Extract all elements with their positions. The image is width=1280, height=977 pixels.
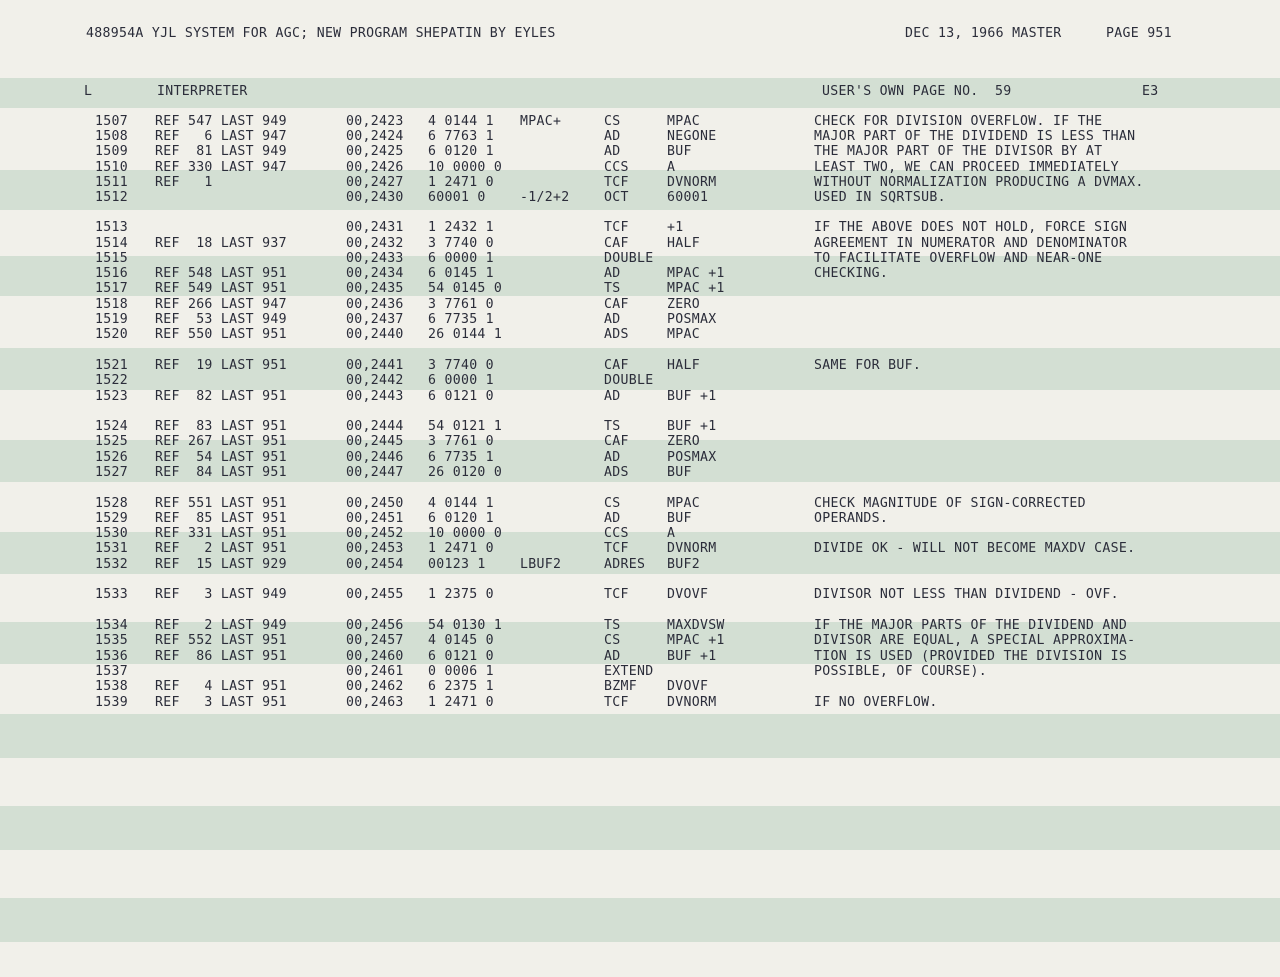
- cross-reference: REF 2 LAST 951: [155, 541, 287, 556]
- line-number: 1538: [95, 679, 128, 694]
- line-number: 1528: [95, 496, 128, 511]
- opcode: CCS: [604, 526, 629, 541]
- address: 00,2460: [346, 649, 404, 664]
- cross-reference: REF 81 LAST 949: [155, 144, 287, 159]
- opcode: ADS: [604, 465, 629, 480]
- operand: POSMAX: [667, 450, 717, 465]
- greenbar-band: [0, 714, 1280, 758]
- address: 00,2437: [346, 312, 404, 327]
- opcode: BZMF: [604, 679, 637, 694]
- operand: MPAC +1: [667, 633, 725, 648]
- listing-row: [0, 297, 1280, 312]
- opcode: CS: [604, 633, 621, 648]
- operand: +1: [667, 220, 684, 235]
- machine-code: 1 2471 0: [428, 175, 494, 190]
- address: 00,2451: [346, 511, 404, 526]
- cross-reference: REF 331 LAST 951: [155, 526, 287, 541]
- comment: SAME FOR BUF.: [814, 358, 922, 373]
- address: 00,2435: [346, 281, 404, 296]
- comment: CHECKING.: [814, 266, 889, 281]
- line-number: 1507: [95, 114, 128, 129]
- cross-reference: REF 4 LAST 951: [155, 679, 287, 694]
- listing-row: [0, 664, 1280, 679]
- listing-row: [0, 587, 1280, 602]
- comment: IF THE MAJOR PARTS OF THE DIVIDEND AND: [814, 618, 1128, 633]
- listing-row: [0, 618, 1280, 633]
- machine-code: 3 7740 0: [428, 358, 494, 373]
- address: 00,2446: [346, 450, 404, 465]
- machine-code: 1 2471 0: [428, 695, 494, 710]
- user-page-number: USER'S OWN PAGE NO. 59: [822, 84, 1012, 99]
- operand: ZERO: [667, 434, 700, 449]
- listing-date: DEC 13, 1966 MASTER: [905, 26, 1062, 41]
- listing-row: [0, 114, 1280, 129]
- cross-reference: REF 53 LAST 949: [155, 312, 287, 327]
- machine-code: 6 0121 0: [428, 389, 494, 404]
- comment: CHECK FOR DIVISION OVERFLOW. IF THE: [814, 114, 1103, 129]
- comment: CHECK MAGNITUDE OF SIGN-CORRECTED: [814, 496, 1086, 511]
- listing-row: [0, 358, 1280, 373]
- address: 00,2443: [346, 389, 404, 404]
- cross-reference: REF 2 LAST 949: [155, 618, 287, 633]
- listing-row: [0, 144, 1280, 159]
- machine-code: 10 0000 0: [428, 160, 503, 175]
- operand: DVNORM: [667, 175, 717, 190]
- machine-code: 6 0145 1: [428, 266, 494, 281]
- listing-row: [0, 175, 1280, 190]
- listing-row: [0, 281, 1280, 296]
- line-number: 1523: [95, 389, 128, 404]
- comment: DIVISOR NOT LESS THAN DIVIDEND - OVF.: [814, 587, 1119, 602]
- operand: BUF +1: [667, 649, 717, 664]
- operand: A: [667, 526, 676, 541]
- address: 00,2431: [346, 220, 404, 235]
- operand: DVOVF: [667, 679, 709, 694]
- address: 00,2444: [346, 419, 404, 434]
- machine-code: 54 0130 1: [428, 618, 503, 633]
- comment: THE MAJOR PART OF THE DIVISOR BY AT: [814, 144, 1103, 159]
- listing-row: [0, 129, 1280, 144]
- line-number: 1535: [95, 633, 128, 648]
- operand: MPAC: [667, 327, 700, 342]
- machine-code: 3 7761 0: [428, 434, 494, 449]
- line-number: 1513: [95, 220, 128, 235]
- address: 00,2462: [346, 679, 404, 694]
- address: 00,2436: [346, 297, 404, 312]
- machine-code: 3 7761 0: [428, 297, 494, 312]
- opcode: TS: [604, 419, 621, 434]
- line-number: 1522: [95, 373, 128, 388]
- line-number: 1530: [95, 526, 128, 541]
- machine-code: 6 7735 1: [428, 312, 494, 327]
- cross-reference: REF 547 LAST 949: [155, 114, 287, 129]
- listing-row: [0, 450, 1280, 465]
- address: 00,2427: [346, 175, 404, 190]
- listing-row: [0, 633, 1280, 648]
- opcode: AD: [604, 144, 621, 159]
- address: 00,2463: [346, 695, 404, 710]
- machine-code: 6 7735 1: [428, 450, 494, 465]
- symbol-label: -1/2+2: [520, 190, 570, 205]
- comment: TION IS USED (PROVIDED THE DIVISION IS: [814, 649, 1128, 664]
- opcode: TS: [604, 618, 621, 633]
- line-number: 1508: [95, 129, 128, 144]
- opcode: ADS: [604, 327, 629, 342]
- line-number: 1531: [95, 541, 128, 556]
- listing-row: [0, 327, 1280, 342]
- machine-code: 54 0145 0: [428, 281, 503, 296]
- machine-code: 1 2375 0: [428, 587, 494, 602]
- line-number: 1517: [95, 281, 128, 296]
- operand: BUF: [667, 144, 692, 159]
- section-label: L: [84, 84, 93, 99]
- address: 00,2424: [346, 129, 404, 144]
- address: 00,2440: [346, 327, 404, 342]
- opcode: AD: [604, 450, 621, 465]
- address: 00,2456: [346, 618, 404, 633]
- address: 00,2457: [346, 633, 404, 648]
- operand: BUF +1: [667, 389, 717, 404]
- opcode: TCF: [604, 695, 629, 710]
- symbol-label: MPAC+: [520, 114, 562, 129]
- line-number: 1539: [95, 695, 128, 710]
- operand: DVNORM: [667, 695, 717, 710]
- opcode: AD: [604, 266, 621, 281]
- line-number: 1516: [95, 266, 128, 281]
- cross-reference: REF 54 LAST 951: [155, 450, 287, 465]
- cross-reference: REF 82 LAST 951: [155, 389, 287, 404]
- opcode: CAF: [604, 236, 629, 251]
- cross-reference: REF 3 LAST 949: [155, 587, 287, 602]
- line-number: 1515: [95, 251, 128, 266]
- cross-reference: REF 267 LAST 951: [155, 434, 287, 449]
- operand: HALF: [667, 236, 700, 251]
- machine-code: 6 0000 1: [428, 373, 494, 388]
- address: 00,2426: [346, 160, 404, 175]
- comment: USED IN SQRTSUB.: [814, 190, 946, 205]
- operand: BUF: [667, 511, 692, 526]
- line-number: 1510: [95, 160, 128, 175]
- line-number: 1534: [95, 618, 128, 633]
- opcode: CAF: [604, 297, 629, 312]
- listing-row: [0, 236, 1280, 251]
- address: 00,2441: [346, 358, 404, 373]
- machine-code: 6 0120 1: [428, 511, 494, 526]
- operand: NEGONE: [667, 129, 717, 144]
- opcode: AD: [604, 649, 621, 664]
- operand: A: [667, 160, 676, 175]
- address: 00,2434: [346, 266, 404, 281]
- address: 00,2430: [346, 190, 404, 205]
- listing-row: [0, 419, 1280, 434]
- listing-row: [0, 496, 1280, 511]
- section-title: INTERPRETER: [157, 84, 248, 99]
- revision-code: E3: [1142, 84, 1159, 99]
- opcode: CS: [604, 496, 621, 511]
- machine-code: 4 0145 0: [428, 633, 494, 648]
- line-number: 1533: [95, 587, 128, 602]
- machine-code: 1 2471 0: [428, 541, 494, 556]
- listing-row: [0, 649, 1280, 664]
- cross-reference: REF 552 LAST 951: [155, 633, 287, 648]
- listing-row: [0, 389, 1280, 404]
- address: 00,2455: [346, 587, 404, 602]
- symbol-label: LBUF2: [520, 557, 562, 572]
- operand: MAXDVSW: [667, 618, 725, 633]
- comment: AGREEMENT IN NUMERATOR AND DENOMINATOR: [814, 236, 1128, 251]
- comment: OPERANDS.: [814, 511, 889, 526]
- address: 00,2452: [346, 526, 404, 541]
- opcode: DOUBLE: [604, 251, 654, 266]
- listing-row: [0, 695, 1280, 710]
- comment: DIVIDE OK - WILL NOT BECOME MAXDV CASE.: [814, 541, 1136, 556]
- line-number: 1526: [95, 450, 128, 465]
- cross-reference: REF 18 LAST 937: [155, 236, 287, 251]
- machine-code: 1 2432 1: [428, 220, 494, 235]
- machine-code: 6 0121 0: [428, 649, 494, 664]
- machine-code: 26 0144 1: [428, 327, 503, 342]
- machine-code: 3 7740 0: [428, 236, 494, 251]
- operand: BUF: [667, 465, 692, 480]
- cross-reference: REF 266 LAST 947: [155, 297, 287, 312]
- cross-reference: REF 85 LAST 951: [155, 511, 287, 526]
- opcode: AD: [604, 511, 621, 526]
- greenbar-band: [0, 806, 1280, 850]
- line-number: 1525: [95, 434, 128, 449]
- opcode: AD: [604, 129, 621, 144]
- operand: HALF: [667, 358, 700, 373]
- operand: MPAC +1: [667, 266, 725, 281]
- machine-code: 10 0000 0: [428, 526, 503, 541]
- address: 00,2433: [346, 251, 404, 266]
- comment: IF NO OVERFLOW.: [814, 695, 938, 710]
- listing-row: [0, 160, 1280, 175]
- opcode: AD: [604, 389, 621, 404]
- opcode: TCF: [604, 587, 629, 602]
- opcode: CAF: [604, 358, 629, 373]
- opcode: TS: [604, 281, 621, 296]
- comment: LEAST TWO, WE CAN PROCEED IMMEDIATELY: [814, 160, 1119, 175]
- comment: DIVISOR ARE EQUAL, A SPECIAL APPROXIMA-: [814, 633, 1136, 648]
- opcode: ADRES: [604, 557, 646, 572]
- machine-code: 26 0120 0: [428, 465, 503, 480]
- line-number: 1521: [95, 358, 128, 373]
- operand: BUF2: [667, 557, 700, 572]
- cross-reference: REF 84 LAST 951: [155, 465, 287, 480]
- cross-reference: REF 86 LAST 951: [155, 649, 287, 664]
- address: 00,2453: [346, 541, 404, 556]
- opcode: EXTEND: [604, 664, 654, 679]
- cross-reference: REF 15 LAST 929: [155, 557, 287, 572]
- line-number: 1512: [95, 190, 128, 205]
- line-number: 1527: [95, 465, 128, 480]
- machine-code: 6 7763 1: [428, 129, 494, 144]
- listing-row: [0, 251, 1280, 266]
- opcode: AD: [604, 312, 621, 327]
- line-number: 1520: [95, 327, 128, 342]
- machine-code: 00123 1: [428, 557, 486, 572]
- machine-code: 6 0120 1: [428, 144, 494, 159]
- machine-code: 6 0000 1: [428, 251, 494, 266]
- comment: IF THE ABOVE DOES NOT HOLD, FORCE SIGN: [814, 220, 1128, 235]
- listing-row: [0, 312, 1280, 327]
- address: 00,2425: [346, 144, 404, 159]
- address: 00,2461: [346, 664, 404, 679]
- opcode: TCF: [604, 220, 629, 235]
- line-number: 1518: [95, 297, 128, 312]
- listing-row: [0, 220, 1280, 235]
- operand: BUF +1: [667, 419, 717, 434]
- machine-code: 6 2375 1: [428, 679, 494, 694]
- line-number: 1519: [95, 312, 128, 327]
- line-number: 1529: [95, 511, 128, 526]
- cross-reference: REF 19 LAST 951: [155, 358, 287, 373]
- operand: 60001: [667, 190, 709, 205]
- line-number: 1511: [95, 175, 128, 190]
- listing-row: [0, 373, 1280, 388]
- opcode: CCS: [604, 160, 629, 175]
- address: 00,2432: [346, 236, 404, 251]
- cross-reference: REF 3 LAST 951: [155, 695, 287, 710]
- operand: MPAC +1: [667, 281, 725, 296]
- machine-code: 60001 0: [428, 190, 486, 205]
- opcode: OCT: [604, 190, 629, 205]
- listing-row: [0, 557, 1280, 572]
- comment: POSSIBLE, OF COURSE).: [814, 664, 988, 679]
- address: 00,2445: [346, 434, 404, 449]
- cross-reference: REF 549 LAST 951: [155, 281, 287, 296]
- opcode: CS: [604, 114, 621, 129]
- listing-row: [0, 190, 1280, 205]
- comment: MAJOR PART OF THE DIVIDEND IS LESS THAN: [814, 129, 1136, 144]
- cross-reference: REF 1: [155, 175, 213, 190]
- cross-reference: REF 551 LAST 951: [155, 496, 287, 511]
- address: 00,2423: [346, 114, 404, 129]
- operand: DVOVF: [667, 587, 709, 602]
- opcode: TCF: [604, 541, 629, 556]
- address: 00,2442: [346, 373, 404, 388]
- machine-code: 0 0006 1: [428, 664, 494, 679]
- comment: TO FACILITATE OVERFLOW AND NEAR-ONE: [814, 251, 1103, 266]
- machine-code: 4 0144 1: [428, 496, 494, 511]
- listing-row: [0, 526, 1280, 541]
- line-number: 1532: [95, 557, 128, 572]
- address: 00,2447: [346, 465, 404, 480]
- listing-row: [0, 511, 1280, 526]
- cross-reference: REF 550 LAST 951: [155, 327, 287, 342]
- listing-row: [0, 465, 1280, 480]
- cross-reference: REF 330 LAST 947: [155, 160, 287, 175]
- comment: WITHOUT NORMALIZATION PRODUCING A DVMAX.: [814, 175, 1144, 190]
- opcode: CAF: [604, 434, 629, 449]
- operand: ZERO: [667, 297, 700, 312]
- listing-header-left: 488954A YJL SYSTEM FOR AGC; NEW PROGRAM SHEPATIN BY EYLES: [86, 26, 556, 41]
- opcode: TCF: [604, 175, 629, 190]
- listing-row: [0, 541, 1280, 556]
- cross-reference: REF 6 LAST 947: [155, 129, 287, 144]
- line-number: 1509: [95, 144, 128, 159]
- listing-row: [0, 266, 1280, 281]
- line-number: 1524: [95, 419, 128, 434]
- opcode: DOUBLE: [604, 373, 654, 388]
- line-number: 1537: [95, 664, 128, 679]
- cross-reference: REF 83 LAST 951: [155, 419, 287, 434]
- operand: POSMAX: [667, 312, 717, 327]
- machine-code: 4 0144 1: [428, 114, 494, 129]
- address: 00,2454: [346, 557, 404, 572]
- operand: DVNORM: [667, 541, 717, 556]
- operand: MPAC: [667, 114, 700, 129]
- greenbar-band: [0, 898, 1280, 942]
- listing-row: [0, 434, 1280, 449]
- line-number: 1536: [95, 649, 128, 664]
- listing-page-number: PAGE 951: [1106, 26, 1172, 41]
- listing-row: [0, 679, 1280, 694]
- address: 00,2450: [346, 496, 404, 511]
- line-number: 1514: [95, 236, 128, 251]
- machine-code: 54 0121 1: [428, 419, 503, 434]
- operand: MPAC: [667, 496, 700, 511]
- cross-reference: REF 548 LAST 951: [155, 266, 287, 281]
